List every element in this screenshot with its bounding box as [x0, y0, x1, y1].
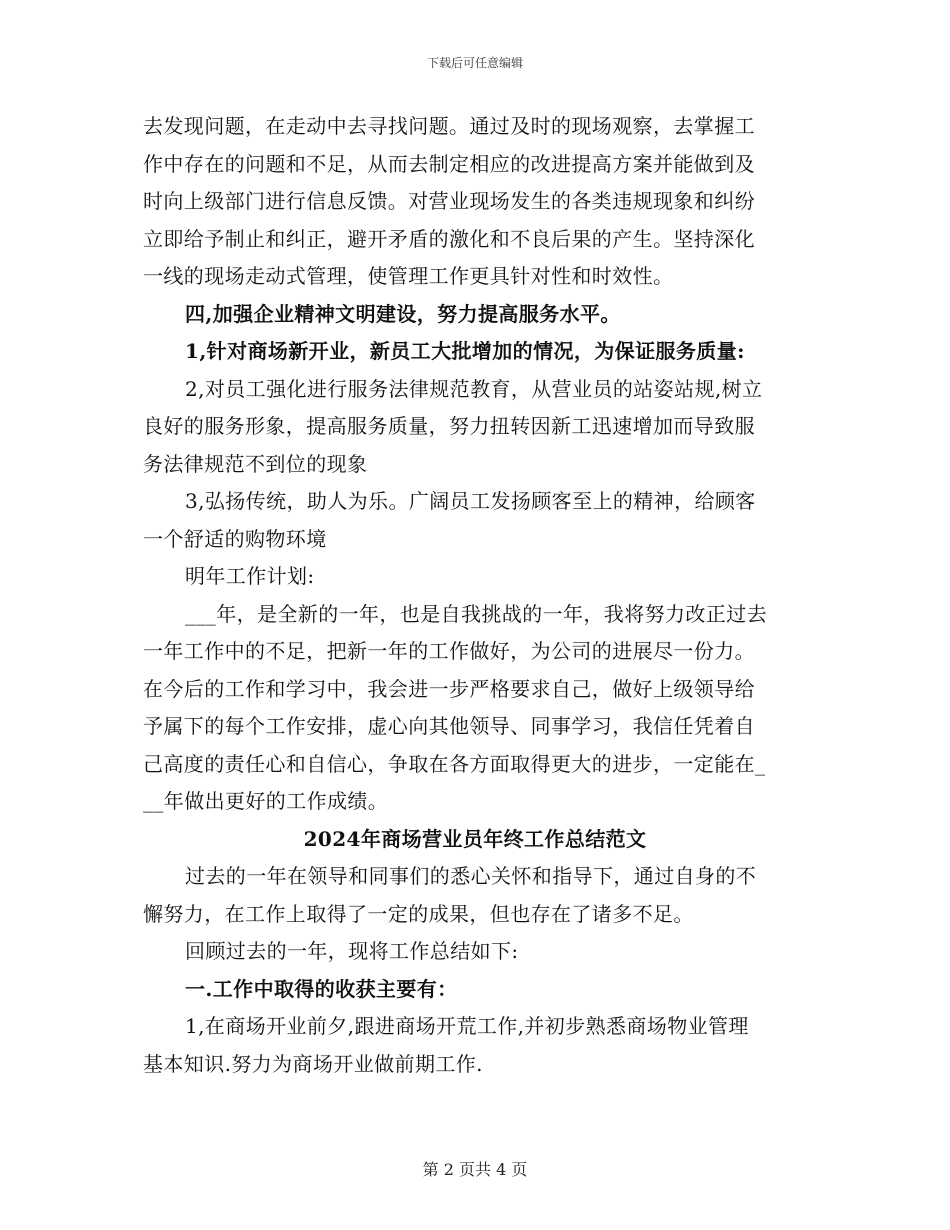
paragraph-line: 良好的服务形象，提高服务质量，努力扭转因新工迅速增加而导致服 [143, 414, 755, 438]
paragraph-line: 作中存在的问题和不足，从而去制定相应的改进提高方案并能做到及 [143, 151, 755, 176]
paragraph-line: ___年，是全新的一年，也是自我挑战的一年，我将努力改正过去 [185, 601, 767, 626]
paragraph-line: 己高度的责任心和自信心，争取在各方面取得更大的进步，一定能在_ [143, 751, 766, 776]
paragraph-line: 2,对员工强化进行服务法律规范教育，从营业员的站姿站规,树立 [185, 376, 763, 401]
paragraph-line: 予属下的每个工作安排，虚心向其他领导、同事学习，我信任凭着自 [143, 714, 755, 738]
paragraph-line: 务法律规范不到位的现象 [143, 451, 368, 476]
subsection-heading: 1,针对商场新开业，新员工大批增加的情况，为保证服务质量: [185, 339, 745, 363]
paragraph-line: 基本知识.努力为商场开业做前期工作. [143, 1051, 483, 1076]
section-heading: 四,加强企业精神文明建设，努力提高服务水平。 [185, 301, 621, 326]
section-heading: 一.工作中取得的收获主要有： [185, 976, 458, 1001]
paragraph-line: __年做出更好的工作成绩。 [143, 789, 389, 813]
paragraph-line: 时向上级部门进行信息反馈。对营业现场发生的各类违规现象和纠纷 [143, 189, 755, 213]
paragraph-line: 过去的一年在领导和同事们的悉心关怀和指导下，通过自身的不 [185, 864, 757, 888]
document-body [143, 108, 807, 1083]
page-header: 下载后可任意编辑 [426, 56, 523, 70]
page-number: 第 2 页共 4 页 [422, 1160, 528, 1179]
paragraph-line: 在今后的工作和学习中，我会进一步严格要求自己，做好上级领导给 [143, 676, 755, 701]
paragraph-line: 1,在商场开业前夕,跟进商场开荒工作,并初步熟悉商场物业管理 [185, 1014, 749, 1038]
paragraph-line: 明年工作计划: [185, 564, 315, 588]
paragraph-line: 3,弘扬传统，助人为乐。广阔员工发扬顾客至上的精神，给顾客 [185, 489, 756, 513]
paragraph-line: 一个舒适的购物环境 [143, 526, 327, 551]
paragraph-line: 回顾过去的一年，现将工作总结如下: [185, 939, 519, 963]
paragraph-line: 立即给予制止和纠正，避开矛盾的激化和不良后果的产生。坚持深化 [143, 226, 755, 251]
paragraph-line: 去发现问题，在走动中去寻找问题。通过及时的现场观察，去掌握工 [143, 114, 755, 138]
paragraph-line: 懈努力，在工作上取得了一定的成果，但也存在了诸多不足。 [143, 901, 694, 926]
document-title: 2024年商场营业员年终工作总结范文 [303, 826, 647, 851]
paragraph-line: 一年工作中的不足，把新一年的工作做好，为公司的进展尽一份力。 [143, 639, 755, 663]
paragraph-line: 一线的现场走动式管理，使管理工作更具针对性和时效性。 [143, 264, 674, 288]
